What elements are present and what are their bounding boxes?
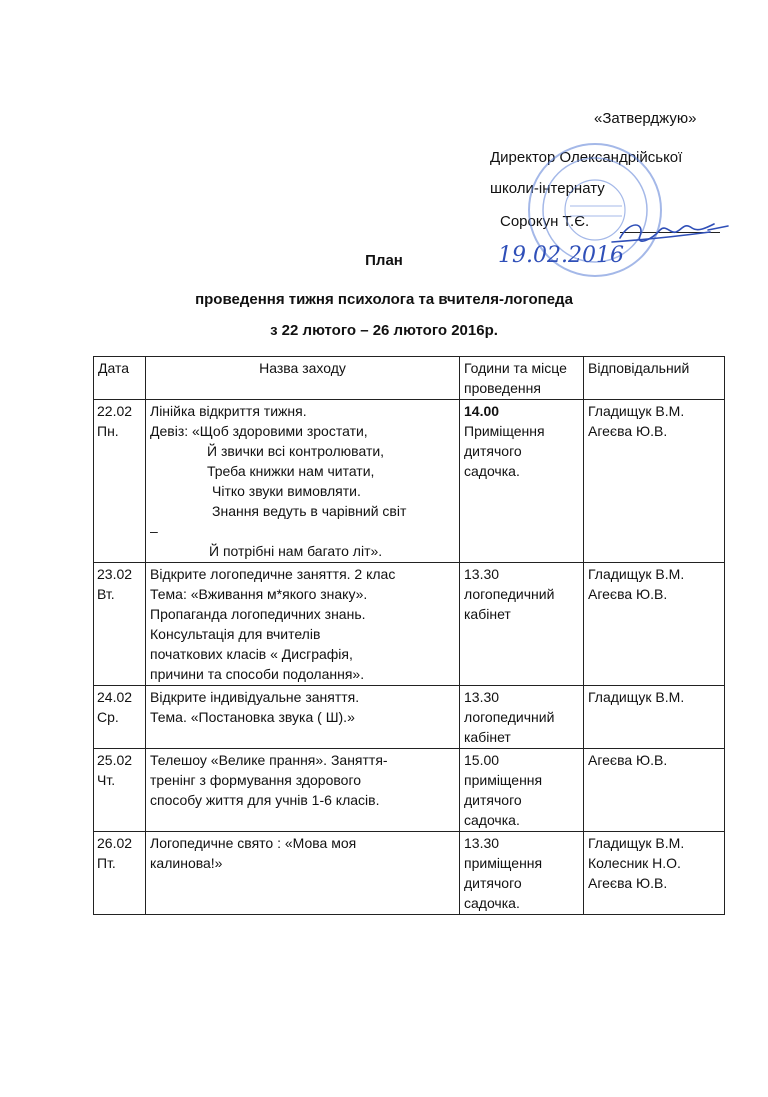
responsible-person: Гладищук В.М.	[588, 835, 685, 851]
event-cell	[146, 832, 460, 915]
document-subtitle: проведення тижня психолога та вчителя-логопеда	[195, 291, 573, 308]
event-line: Консультація для вчителів	[150, 626, 321, 642]
time-place-cell	[460, 563, 584, 686]
responsible-person: Колесник Н.О.	[588, 855, 681, 871]
responsible-person: Агеєва Ю.В.	[588, 875, 668, 891]
row-day: Ср.	[97, 709, 119, 725]
approval-director: Директор Олександрійської	[490, 149, 683, 166]
event-line: Тема: «Вживання м*якого знаку».	[150, 586, 368, 602]
event-line: тренінг з формування здорового	[150, 772, 362, 788]
poem-line: Треба книжки нам читати,	[207, 463, 375, 479]
row-time: 13.30	[464, 566, 500, 582]
row-date: 24.02	[97, 689, 133, 705]
date-cell	[94, 749, 146, 832]
row-time: 15.00	[464, 752, 500, 768]
row-time: 13.30	[464, 689, 500, 705]
event-line: способу життя для учнів 1-6 класів.	[150, 792, 380, 808]
poem-line: –	[150, 523, 158, 539]
row-date: 22.02	[97, 403, 133, 419]
row-time: 14.00	[464, 403, 500, 419]
event-cell	[146, 749, 460, 832]
responsible-cell	[584, 400, 725, 563]
handwritten-signature-icon	[470, 210, 730, 280]
responsible-cell	[584, 749, 725, 832]
approval-signatory: Сорокун Т.Є.	[500, 213, 590, 230]
row-day: Пт.	[97, 855, 116, 871]
event-line: причини та способи подолання».	[150, 666, 365, 682]
table-row	[94, 400, 725, 563]
row-day: Чт.	[97, 772, 116, 788]
header-date: Дата	[94, 357, 146, 400]
poem-line: Й потрібні нам багато літ».	[209, 543, 383, 559]
row-place: логопедичний кабінет	[464, 586, 555, 622]
responsible-person: Агеєва Ю.В.	[588, 586, 668, 602]
poem-line: Чітко звуки вимовляти.	[212, 483, 361, 499]
document-title: План	[365, 252, 403, 269]
time-place-cell	[460, 400, 584, 563]
responsible-cell	[584, 686, 725, 749]
date-cell	[94, 686, 146, 749]
row-place: логопедичний кабінет	[464, 709, 555, 745]
row-day: Вт.	[97, 586, 115, 602]
row-place: приміщення дитячого садочка.	[464, 772, 543, 828]
time-place-cell	[460, 749, 584, 832]
event-line: Девіз: «Щоб здоровими зростати,	[150, 423, 368, 439]
row-day: Пн.	[97, 423, 119, 439]
table-row	[94, 686, 725, 749]
table-row	[94, 832, 725, 915]
row-place: Приміщення дитячого садочка.	[464, 423, 545, 479]
row-date: 25.02	[97, 752, 133, 768]
responsible-cell	[584, 563, 725, 686]
event-line: Логопедичне свято : «Мова моя	[150, 835, 357, 851]
responsible-person: Агеєва Ю.В.	[588, 423, 668, 439]
table-row	[94, 749, 725, 832]
poem-line: Знання ведуть в чарівний світ	[212, 503, 407, 519]
approval-title: «Затверджую»	[594, 110, 697, 127]
responsible-person: Гладищук В.М.	[588, 403, 685, 419]
event-line: Пропаганда логопедичних знань.	[150, 606, 366, 622]
responsible-cell	[584, 832, 725, 915]
plan-table	[93, 356, 725, 915]
approval-school: школи-інтернату	[490, 180, 605, 197]
header-time-place: Години та місце проведення	[460, 357, 584, 400]
handwritten-date: 19.02.2016	[498, 243, 624, 268]
row-place: приміщення дитячого садочка.	[464, 855, 543, 911]
event-line: початкових класів « Дисграфія,	[150, 646, 353, 662]
event-cell	[146, 563, 460, 686]
responsible-person: Агеєва Ю.В.	[588, 752, 668, 768]
document-dates: з 22 лютого – 26 лютого 2016р.	[270, 322, 498, 339]
event-cell	[146, 686, 460, 749]
header-responsible: Відповідальний	[584, 357, 725, 400]
table-row	[94, 563, 725, 686]
event-line: Телешоу «Велике прання». Заняття-	[150, 752, 388, 768]
row-time: 13.30	[464, 835, 500, 851]
date-cell	[94, 832, 146, 915]
row-date: 26.02	[97, 835, 133, 851]
event-line: Тема. «Постановка звука ( Ш).»	[150, 709, 355, 725]
poem-line: Й звички всі контролювати,	[207, 443, 385, 459]
date-cell	[94, 563, 146, 686]
time-place-cell	[460, 832, 584, 915]
header-event-name: Назва заходу	[146, 357, 460, 400]
event-cell	[146, 400, 460, 563]
date-cell	[94, 400, 146, 563]
table-header-row	[94, 357, 725, 400]
time-place-cell	[460, 686, 584, 749]
event-line: Лінійка відкриття тижня.	[150, 403, 307, 419]
row-date: 23.02	[97, 566, 133, 582]
event-line: калинова!»	[150, 855, 223, 871]
event-line: Відкрите індивідуальне заняття.	[150, 689, 360, 705]
responsible-person: Гладищук В.М.	[588, 689, 685, 705]
responsible-person: Гладищук В.М.	[588, 566, 685, 582]
event-line: Відкрите логопедичне заняття. 2 клас	[150, 566, 396, 582]
